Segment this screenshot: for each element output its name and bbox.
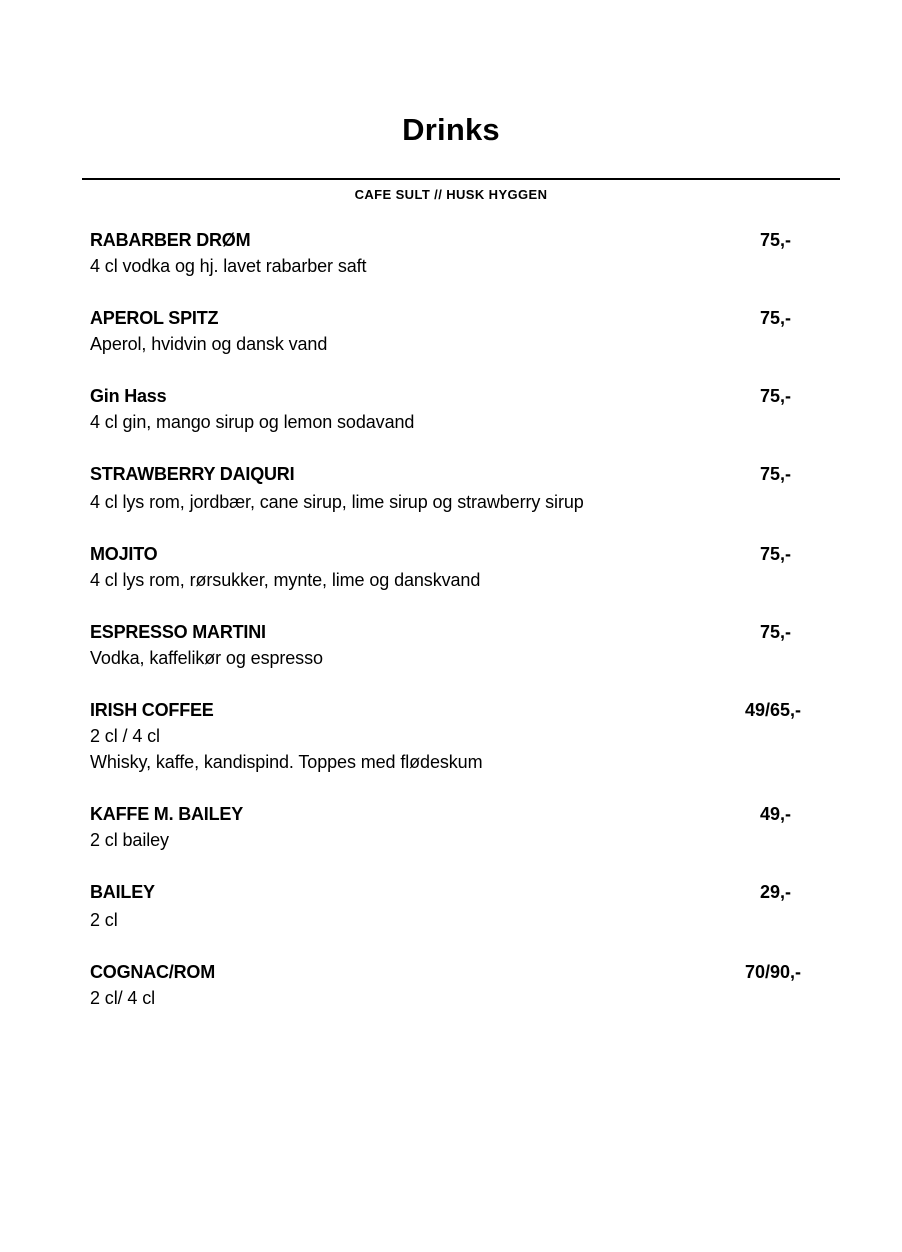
menu-item-price: 75,-: [760, 386, 792, 406]
menu-item-description: 2 cl bailey: [90, 830, 169, 850]
menu-item-name: IRISH COFFEE: [90, 700, 214, 720]
menu-item-name: STRAWBERRY DAIQURI: [90, 464, 295, 484]
menu-item-price: 70/90,-: [745, 962, 802, 982]
menu-item: [90, 541, 820, 593]
menu-item-price: 75,-: [760, 308, 792, 328]
menu-item-description: 4 cl vodka og hj. lavet rabarber saft: [90, 256, 367, 276]
menu-item-description: Whisky, kaffe, kandispind. Toppes med flødeskum: [90, 752, 483, 772]
menu-item-description: 4 cl lys rom, rørsukker, mynte, lime og danskvand: [90, 570, 481, 590]
menu-item: [90, 619, 820, 671]
menu-item-name: KAFFE M. BAILEY: [90, 804, 243, 824]
menu-item-price: 29,-: [760, 882, 792, 902]
menu-item-price: 75,-: [760, 622, 792, 642]
menu-item-name: ESPRESSO MARTINI: [90, 622, 266, 642]
menu-item: [90, 879, 820, 933]
menu-item-name: APEROL SPITZ: [90, 308, 219, 328]
menu-item-name: MOJITO: [90, 544, 158, 564]
menu-item: [90, 697, 820, 775]
menu-item-price: 75,-: [760, 464, 792, 484]
menu-item: [90, 383, 820, 435]
menu-item-description: 2 cl: [90, 910, 118, 930]
menu-item: [90, 305, 820, 357]
menu-item-description: Aperol, hvidvin og dansk vand: [90, 334, 328, 354]
menu-item-description: Vodka, kaffelikør og espresso: [90, 648, 323, 668]
menu-item-price: 75,-: [760, 544, 792, 564]
menu-item-price: 49/65,-: [745, 700, 802, 720]
menu-item-description: 2 cl / 4 cl: [90, 726, 160, 746]
menu-item: [90, 461, 820, 515]
page-subtitle: CAFE SULT // HUSK HYGGEN: [354, 187, 548, 202]
menu-item-name: RABARBER DRØM: [90, 230, 251, 250]
menu-item: [90, 959, 820, 1011]
menu-item-name: COGNAC/ROM: [90, 962, 215, 982]
menu-item-price: 49,-: [760, 804, 792, 824]
page-title: Drinks: [402, 112, 500, 147]
menu-item: [90, 801, 820, 853]
divider: [82, 178, 840, 180]
menu-item: [90, 227, 820, 279]
menu-item-description: 2 cl/ 4 cl: [90, 988, 156, 1008]
menu-item-price: 75,-: [760, 230, 792, 250]
menu-item-description: 4 cl lys rom, jordbær, cane sirup, lime sirup og strawberry sirup: [90, 492, 584, 512]
menu-item-name: BAILEY: [90, 882, 155, 902]
menu-item-description: 4 cl gin, mango sirup og lemon sodavand: [90, 412, 415, 432]
menu-item-name: Gin Hass: [90, 386, 167, 406]
